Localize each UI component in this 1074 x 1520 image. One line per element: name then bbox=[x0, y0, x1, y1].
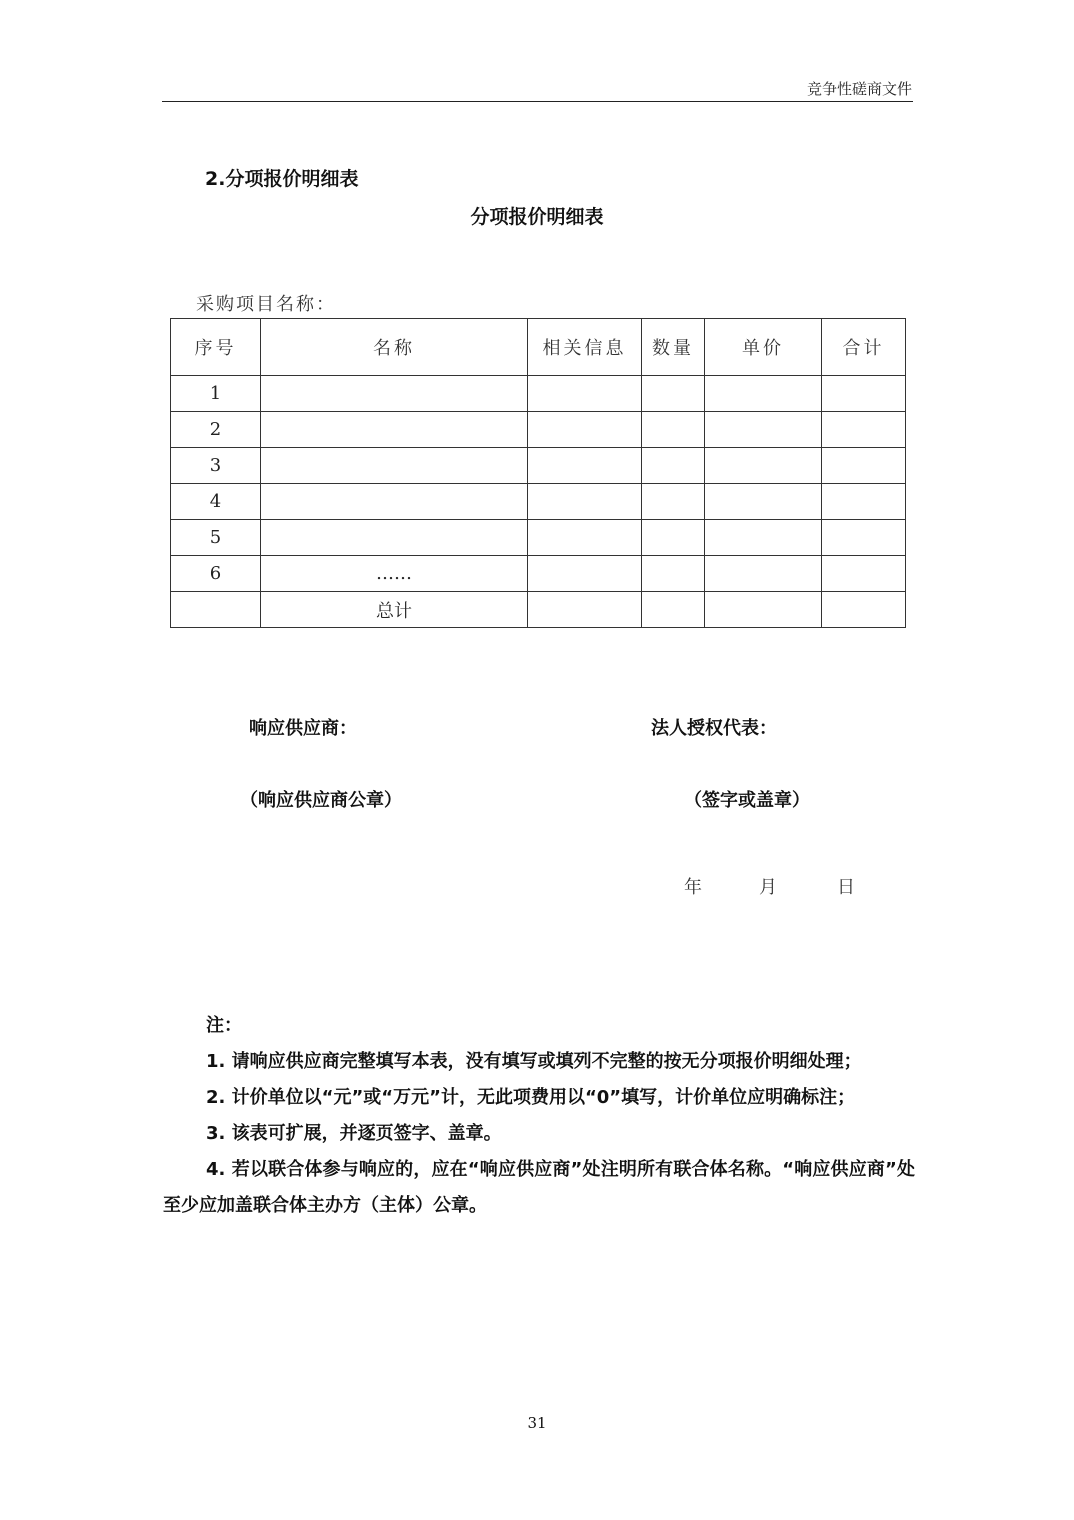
cell-unit-price bbox=[705, 556, 822, 592]
project-name-label: 采购项目名称： bbox=[196, 294, 336, 315]
cell-name bbox=[261, 448, 528, 484]
cell-unit-price bbox=[705, 412, 822, 448]
cell-unit-price bbox=[705, 520, 822, 556]
table-row bbox=[171, 448, 906, 484]
table-row bbox=[171, 484, 906, 520]
table-row bbox=[171, 376, 906, 412]
cell-unit-price bbox=[705, 592, 822, 628]
table-total-row bbox=[171, 592, 906, 628]
cell-info bbox=[528, 592, 642, 628]
cell-info bbox=[528, 376, 642, 412]
note-item: 3. 该表可扩展，并逐页签字、盖章。 bbox=[206, 1123, 502, 1144]
cell-unit-price bbox=[705, 448, 822, 484]
table-row bbox=[171, 520, 906, 556]
cell-quantity bbox=[642, 412, 705, 448]
cell-unit-price bbox=[705, 376, 822, 412]
note-item: 4. 若以联合体参与响应的，应在“响应供应商”处注明所有联合体名称。“响应供应商”处至少应加盖联合体主办方（主体）公章。 bbox=[163, 1159, 915, 1216]
cell-quantity bbox=[642, 376, 705, 412]
cell-name bbox=[261, 412, 528, 448]
cell-info bbox=[528, 520, 642, 556]
cell-name: …… bbox=[261, 556, 528, 592]
note-item: 2. 计价单位以“元”或“万元”计，无此项费用以“0”填写，计价单位应明确标注； bbox=[206, 1087, 856, 1108]
cell-quantity bbox=[642, 484, 705, 520]
note-item: 1. 请响应供应商完整填写本表，没有填写或填列不完整的按无分项报价明细处理； bbox=[206, 1051, 862, 1072]
cell-info bbox=[528, 556, 642, 592]
cell-quantity bbox=[642, 556, 705, 592]
cell-total bbox=[822, 376, 906, 412]
col-header-info: 相关信息 bbox=[528, 319, 642, 376]
cell-name bbox=[261, 484, 528, 520]
cell-quantity bbox=[642, 448, 705, 484]
sign-or-seal-label: （签字或盖章） bbox=[684, 790, 810, 811]
notes-title: 注： bbox=[206, 1015, 242, 1036]
cell-index: 5 bbox=[171, 520, 261, 556]
header-rule bbox=[162, 101, 913, 102]
col-header-unit-price: 单价 bbox=[705, 319, 822, 376]
col-header-index: 序号 bbox=[171, 319, 261, 376]
cell-total bbox=[822, 448, 906, 484]
cell-unit-price bbox=[705, 484, 822, 520]
page-number: 31 bbox=[527, 1414, 547, 1432]
supplier-label: 响应供应商： bbox=[249, 718, 357, 739]
supplier-seal-label: （响应供应商公章） bbox=[240, 790, 402, 811]
cell-total bbox=[822, 484, 906, 520]
cell-info bbox=[528, 412, 642, 448]
cell-index: 1 bbox=[171, 376, 261, 412]
cell-total bbox=[822, 412, 906, 448]
cell-total bbox=[822, 592, 906, 628]
notes-section bbox=[163, 1008, 915, 1224]
header-doc-type: 竞争性磋商文件 bbox=[806, 80, 912, 98]
table-row bbox=[171, 556, 906, 592]
quote-table bbox=[170, 318, 906, 628]
table-title: 分项报价明细表 bbox=[470, 206, 604, 228]
col-header-quantity: 数量 bbox=[642, 319, 705, 376]
date-year-label: 年 bbox=[684, 877, 702, 898]
table-header-row bbox=[171, 319, 906, 376]
cell-index: 3 bbox=[171, 448, 261, 484]
cell-info bbox=[528, 448, 642, 484]
cell-index: 2 bbox=[171, 412, 261, 448]
legal-rep-label: 法人授权代表： bbox=[651, 718, 777, 739]
cell-name bbox=[261, 520, 528, 556]
cell-quantity bbox=[642, 592, 705, 628]
col-header-name: 名称 bbox=[261, 319, 528, 376]
cell-total bbox=[822, 556, 906, 592]
cell-index bbox=[171, 592, 261, 628]
date-month-label: 月 bbox=[759, 877, 777, 898]
cell-quantity bbox=[642, 520, 705, 556]
cell-grand-total-label: 总计 bbox=[261, 592, 528, 628]
cell-total bbox=[822, 520, 906, 556]
col-header-total: 合计 bbox=[822, 319, 906, 376]
cell-info bbox=[528, 484, 642, 520]
cell-index: 4 bbox=[171, 484, 261, 520]
cell-index: 6 bbox=[171, 556, 261, 592]
table-row bbox=[171, 412, 906, 448]
date-day-label: 日 bbox=[837, 877, 855, 898]
section-title: 2.分项报价明细表 bbox=[205, 168, 359, 190]
cell-name bbox=[261, 376, 528, 412]
